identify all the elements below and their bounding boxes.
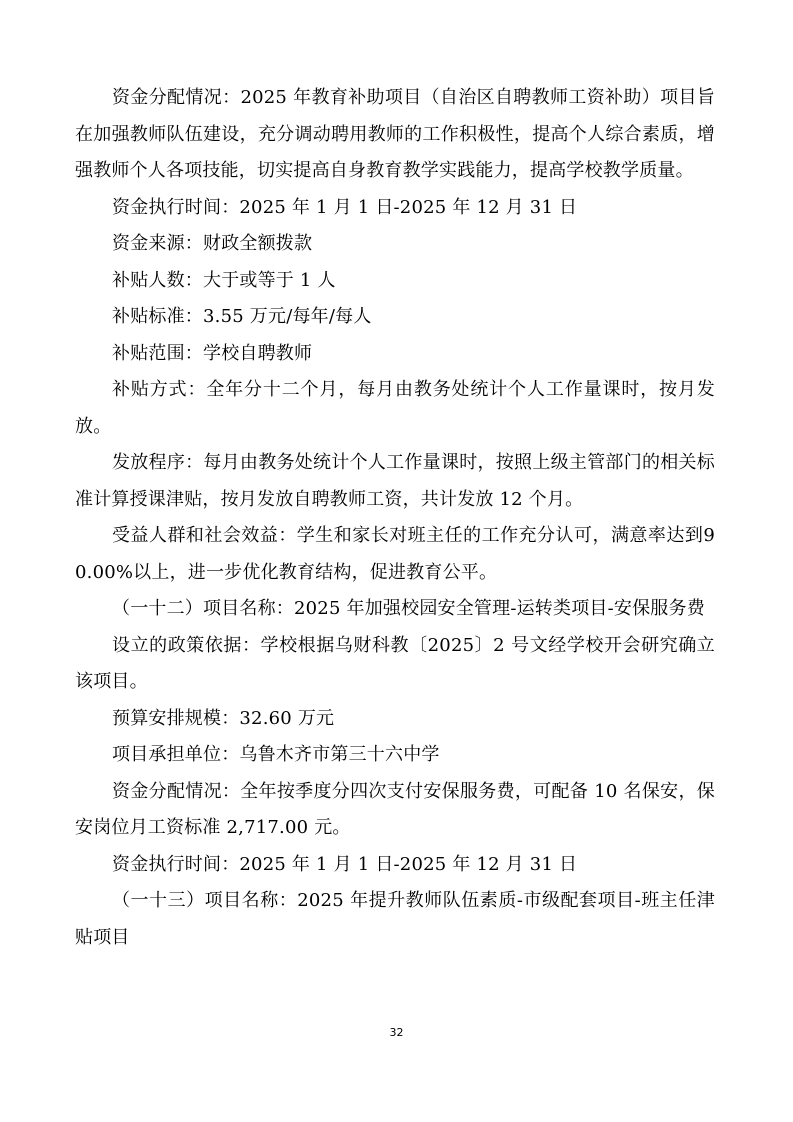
paragraph-execution-time-2: 资金执行时间：2025 年 1 月 1 日-2025 年 12 月 31 日 [112,853,578,875]
paragraph-responsible-unit: 项目承担单位：乌鲁木齐市第三十六中学 [112,744,440,765]
paragraph-fund-source: 资金来源：财政全额拨款 [112,233,313,254]
paragraph-fund-allocation: 资金分配情况：2025 年教育补助项目（自治区自聘教师工资补助）项目旨在加强教师队伍建设，充分调动聘用教师的工作积极性，提高个人综合素质，增强教师个人各项技能，切实提高自身教育教学实践能力，提高学校教学质量。 [75,87,715,181]
paragraph-subsidy-method: 补贴方式：全年分十二个月，每月由教务处统计个人工作量课时，按月发放。 [75,379,715,437]
paragraph-execution-time: 资金执行时间：2025 年 1 月 1 日-2025 年 12 月 31 日 [112,196,578,218]
heading-project-13: （一十三）项目名称：2025 年提升教师队伍素质-市级配套项目-班主任津贴项目 [75,890,715,948]
paragraph-fund-allocation-2: 资金分配情况：全年按季度分四次支付安保服务费，可配备 10 名保安，保安岗位月工资标准 2,717.00 元。 [75,780,715,838]
paragraph-subsidy-scope: 补贴范围：学校自聘教师 [112,342,313,364]
paragraph-beneficiaries: 受益人群和社会效益：学生和家长对班主任的工作充分认可，满意率达到90.00%以上，进一步优化教育结构，促进教育公平。 [75,525,715,583]
page-number: 32 [389,1026,404,1039]
heading-project-12: （一十二）项目名称：2025 年加强校园安全管理-运转类项目-安保服务费 [112,598,705,619]
paragraph-subsidy-count: 补贴人数：大于或等于 1 人 [112,269,336,291]
paragraph-policy-basis: 设立的政策依据：学校根据乌财科教〔2025〕2 号文经学校开会研究确立该项目。 [75,634,715,692]
paragraph-budget-scale: 预算安排规模：32.60 万元 [112,707,335,729]
paragraph-subsidy-standard: 补贴标准：3.55 万元/每年/每人 [112,306,372,327]
paragraph-payment-procedure: 发放程序：每月由教务处统计个人工作量课时，按照上级主管部门的相关标准计算授课津贴，按月发放自聘教师工资，共计发放 12 个月。 [75,452,715,510]
document-body [75,80,715,956]
